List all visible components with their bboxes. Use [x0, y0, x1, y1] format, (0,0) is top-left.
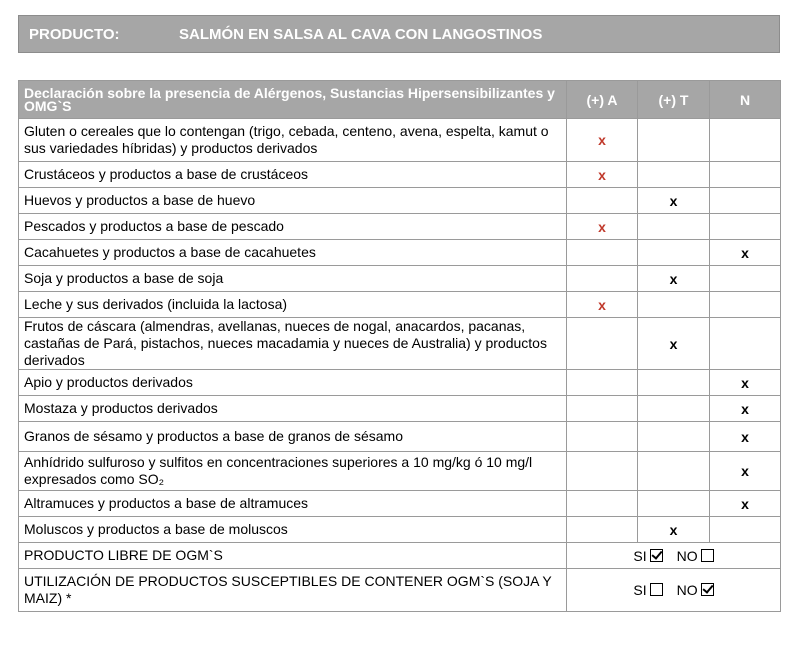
mark-x: x: [669, 192, 678, 209]
mark-x: x: [669, 521, 678, 538]
gmo-free-no-label: NO: [676, 547, 698, 564]
gmo-free-row: [19, 543, 781, 569]
mark-cell-n: [710, 292, 781, 318]
allergen-description: Apio y productos derivados: [19, 370, 567, 396]
table-row: [19, 370, 781, 396]
allergen-description: Moluscos y productos a base de moluscos: [19, 517, 567, 543]
gmo-susceptible-no-label: NO: [676, 582, 698, 598]
mark-x: x: [741, 463, 749, 479]
mark-cell-t: [638, 396, 710, 422]
mark-cell-n: [710, 162, 781, 188]
allergen-description: Anhídrido sulfuroso y sulfitos en concentraciones superiores a 10 mg/kg ó 10 mg/l expresados como SO₂: [19, 452, 567, 491]
mark-cell-t: [638, 452, 710, 491]
mark-cell-a: [567, 422, 638, 452]
mark-cell-a: [567, 119, 638, 162]
mark-cell-a: [567, 188, 638, 214]
mark-cell-a: [567, 396, 638, 422]
mark-cell-t: [638, 318, 710, 370]
mark-cell-n: [710, 396, 781, 422]
allergen-description: Soja y productos a base de soja: [19, 266, 567, 292]
allergen-description: Leche y sus derivados (incluida la lactosa): [19, 292, 567, 318]
table-row: [19, 266, 781, 292]
table-row: [19, 452, 781, 491]
mark-cell-a: [567, 370, 638, 396]
allergen-description: Pescados y productos a base de pescado: [19, 214, 567, 240]
mark-x: x: [741, 374, 749, 391]
mark-cell-n: [710, 422, 781, 452]
mark-cell-t: [638, 370, 710, 396]
mark-cell-n: [710, 240, 781, 266]
table-row: [19, 517, 781, 543]
mark-cell-t: [638, 162, 710, 188]
header-col-n: N: [710, 81, 781, 119]
mark-x: x: [741, 428, 749, 445]
header-col-t: (+) T: [638, 81, 710, 119]
mark-cell-t: [638, 119, 710, 162]
mark-cell-a: [567, 240, 638, 266]
allergen-description: Crustáceos y productos a base de crustáceos: [19, 162, 567, 188]
mark-cell-a: [567, 292, 638, 318]
allergen-description: Mostaza y productos derivados: [19, 396, 567, 422]
mark-cell-t: [638, 292, 710, 318]
mark-cell-t: [638, 188, 710, 214]
gmo-free-no-checkbox[interactable]: [701, 549, 714, 562]
table-row: [19, 396, 781, 422]
header-declaration: Declaración sobre la presencia de Alérgenos, Sustancias Hipersensibilizantes y OMG`S: [19, 81, 567, 119]
mark-x: x: [669, 335, 678, 352]
gmo-susceptible-options: [567, 569, 781, 612]
allergen-description: Gluten o cereales que lo contengan (trigo, cebada, centeno, avena, espelta, kamut o sus variedades híbridas) y productos derivados: [19, 119, 567, 162]
table-row: [19, 422, 781, 452]
mark-x: x: [669, 270, 678, 287]
allergen-table: [18, 80, 781, 612]
mark-cell-a: [567, 318, 638, 370]
gmo-free-si-checkbox[interactable]: [650, 549, 663, 562]
allergen-description: Frutos de cáscara (almendras, avellanas, nueces de nogal, anacardos, pacanas, castañas de Pará, pistachos, nueces macadamia y nueces de Australia) y productos derivados: [19, 318, 567, 370]
mark-x: x: [598, 132, 606, 148]
mark-x: x: [741, 244, 749, 261]
mark-cell-n: [710, 370, 781, 396]
mark-cell-n: [710, 517, 781, 543]
mark-cell-a: [567, 214, 638, 240]
table-row: [19, 162, 781, 188]
table-row: [19, 188, 781, 214]
mark-cell-n: [710, 119, 781, 162]
mark-cell-n: [710, 266, 781, 292]
table-row: [19, 491, 781, 517]
mark-x: x: [598, 166, 606, 183]
mark-cell-t: [638, 266, 710, 292]
allergen-description: Huevos y productos a base de huevo: [19, 188, 567, 214]
mark-x: x: [598, 218, 606, 235]
table-row: [19, 240, 781, 266]
mark-cell-n: [710, 318, 781, 370]
table-row: [19, 318, 781, 370]
gmo-free-label: PRODUCTO LIBRE DE OGM`S: [19, 543, 567, 569]
table-header-row: [19, 81, 781, 119]
allergen-description: Cacahuetes y productos a base de cacahuetes: [19, 240, 567, 266]
gmo-susceptible-si-checkbox[interactable]: [650, 583, 663, 596]
gmo-free-options: [567, 543, 781, 569]
mark-cell-t: [638, 214, 710, 240]
header-col-a: (+) A: [567, 81, 638, 119]
product-name: SALMÓN EN SALSA AL CAVA CON LANGOSTINOS: [179, 26, 543, 43]
mark-x: x: [598, 296, 606, 313]
gmo-free-si-label: SI: [633, 547, 647, 564]
mark-cell-t: [638, 517, 710, 543]
mark-cell-a: [567, 162, 638, 188]
mark-x: x: [741, 495, 749, 512]
mark-x: x: [741, 400, 749, 417]
gmo-susceptible-row: [19, 569, 781, 612]
mark-cell-a: [567, 517, 638, 543]
mark-cell-n: [710, 491, 781, 517]
table-row: [19, 119, 781, 162]
allergen-description: Altramuces y productos a base de altramuces: [19, 491, 567, 517]
mark-cell-t: [638, 491, 710, 517]
mark-cell-n: [710, 214, 781, 240]
table-row: [19, 292, 781, 318]
allergen-description: Granos de sésamo y productos a base de granos de sésamo: [19, 422, 567, 452]
product-label: PRODUCTO:: [29, 26, 120, 43]
mark-cell-a: [567, 266, 638, 292]
mark-cell-t: [638, 422, 710, 452]
gmo-susceptible-no-checkbox[interactable]: [701, 583, 714, 596]
product-header-bar: [18, 15, 780, 53]
mark-cell-n: [710, 452, 781, 491]
mark-cell-a: [567, 491, 638, 517]
mark-cell-t: [638, 240, 710, 266]
mark-cell-n: [710, 188, 781, 214]
gmo-susceptible-si-label: SI: [633, 582, 647, 598]
gmo-susceptible-label: UTILIZACIÓN DE PRODUCTOS SUSCEPTIBLES DE CONTENER OGM`S (SOJA Y MAIZ) *: [19, 569, 567, 612]
mark-cell-a: [567, 452, 638, 491]
table-row: [19, 214, 781, 240]
